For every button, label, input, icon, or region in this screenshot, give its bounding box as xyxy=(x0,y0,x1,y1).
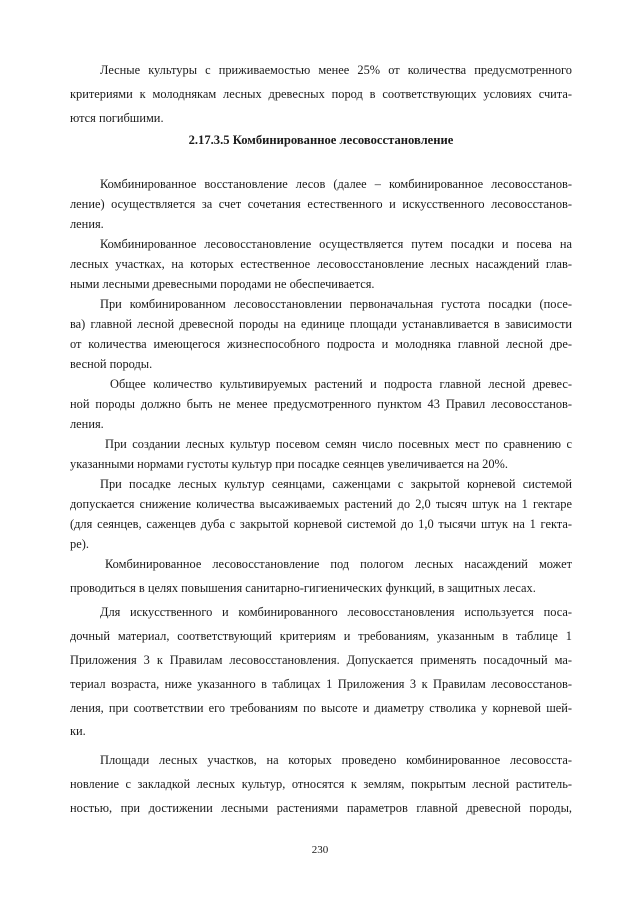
text-line: ва) главной лесной древесной породы на единице площади устанавливается в зависимости xyxy=(70,317,572,331)
text-line: ными лесными древесными породами не обеспечивается. xyxy=(70,277,375,291)
text-line: териал возраста, ниже указанного в таблицах 1 Приложения 3 к Правилам лесовосстанов- xyxy=(70,677,572,691)
text-line: новление с закладкой лесных культур, относятся к землям, покрытым лесной раститель- xyxy=(70,777,572,791)
text-line: ре). xyxy=(70,537,89,551)
text-line: ления. xyxy=(70,417,104,431)
text-line: дочный материал, соответствующий критериям и требованиям, указанным в таблице 1 xyxy=(70,629,572,643)
text-line: Общее количество культивируемых растений и подроста главной лесной древес- xyxy=(110,377,572,391)
text-line: Комбинированное восстановление лесов (далее – комбинированное лесовосстанов- xyxy=(100,177,572,191)
text-line: Лесные культуры с приживаемостью менее 25% от количества предусмотренного xyxy=(100,63,572,77)
text-line: ной породы должно быть не менее предусмотренного пунктом 43 Правил лесовосстанов- xyxy=(70,397,572,411)
text-line: ления, при соответствии его требованиям по высоте и диаметру стволика у корневой шей- xyxy=(70,701,572,715)
page-number: 230 xyxy=(311,844,329,856)
text-line: Комбинированное лесовосстановление под пологом лесных насаждений может xyxy=(105,557,572,571)
text-line: При посадке лесных культур сеянцами, саженцами с закрытой корневой системой xyxy=(100,477,572,491)
text-line: Площади лесных участков, на которых проведено комбинированное лесовосста- xyxy=(100,753,572,767)
text-line: ления. xyxy=(70,217,104,231)
text-line: ление) осуществляется за счет сочетания естественного и искусственного лесовосстанов- xyxy=(70,197,572,211)
text-line: указанными нормами густоты культур при посадке сеянцев увеличивается на 20%. xyxy=(70,457,508,471)
text-line: Приложения 3 к Правилам лесовосстановления. Допускается применять посадочный ма- xyxy=(70,653,572,667)
text-line: проводиться в целях повышения санитарно-гигиенических функций, в защитных лесах. xyxy=(70,581,536,595)
text-line: Комбинированное лесовосстановление осуществляется путем посадки и посева на xyxy=(100,237,572,251)
text-line: ются погибшими. xyxy=(70,111,164,125)
text-line: При комбинированном лесовосстановлении первоначальная густота посадки (посе- xyxy=(100,297,572,311)
text-line: ностью, при достижении лесными растениями параметров главной древесной породы, xyxy=(70,801,572,815)
text-line: критериями к молоднякам лесных древесных пород в соответствующих условиях счита- xyxy=(70,87,572,101)
text-line: (для сеянцев, саженцев дуба с закрытой корневой системой до 1,0 тысячи штук на 1 гекта- xyxy=(70,517,572,531)
text-line: Для искусственного и комбинированного лесовосстановления используется поса- xyxy=(100,605,572,619)
section-heading: 2.17.3.5 Комбинированное лесовосстановление xyxy=(188,133,454,147)
text-line: допускается снижение количества высаживаемых растений до 2,0 тысяч штук на 1 гектаре xyxy=(70,497,572,511)
text-line: ки. xyxy=(70,724,86,738)
text-line: лесных участках, на которых естественное лесовосстановление лесных насаждений глав- xyxy=(70,257,572,271)
text-line: При создании лесных культур посевом семян число посевных мест по сравнению с xyxy=(105,437,572,451)
text-line: от количества имеющегося жизнеспособного подроста и молодняка главной лесной дре- xyxy=(70,337,572,351)
text-line: весной породы. xyxy=(70,357,153,371)
